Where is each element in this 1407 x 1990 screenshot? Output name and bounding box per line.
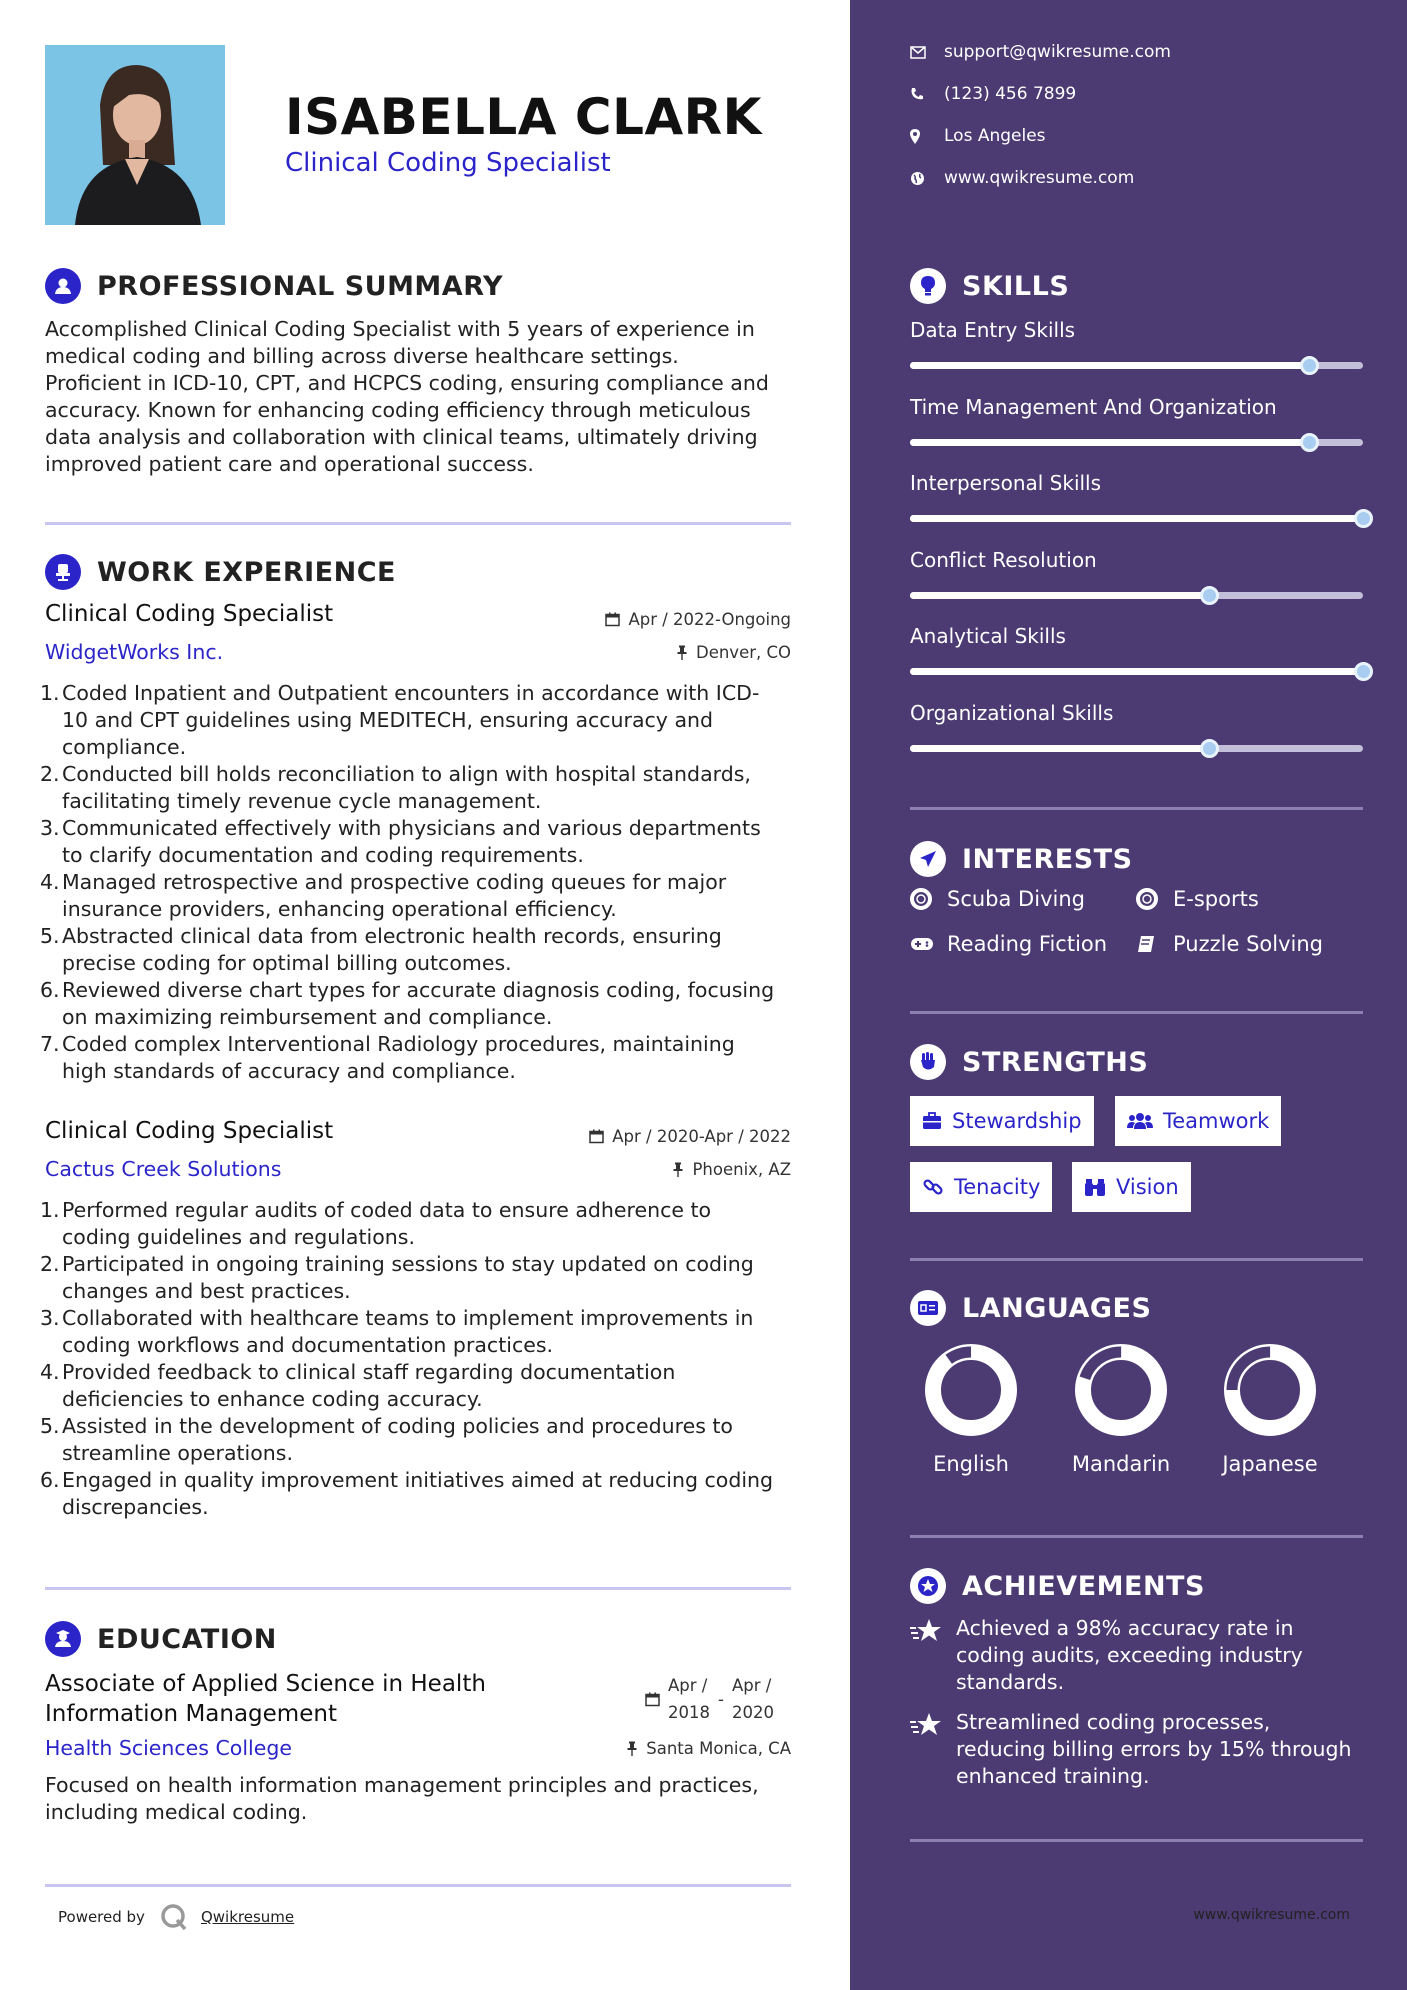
section-divider	[910, 807, 1363, 810]
calendar-icon	[605, 612, 620, 627]
education-location: Santa Monica, CA	[626, 1739, 791, 1758]
strengths-heading: STRENGTHS	[910, 1044, 1148, 1080]
experience-heading-label: WORK EXPERIENCE	[97, 556, 396, 588]
skill-name: Conflict Resolution	[910, 548, 1097, 572]
language-item	[1056, 1340, 1186, 1476]
summary-line: data analysis and collaboration with clinical teams, ultimately driving	[45, 425, 758, 449]
strength-badge: Teamwork	[1115, 1096, 1281, 1146]
job-bullets	[40, 1197, 795, 1521]
list-item: 4. Managed retrospective and prospective coding queues for major insurance providers, enhancing operational efficiency.	[40, 870, 727, 921]
experience-heading	[45, 554, 396, 590]
skill-name: Data Entry Skills	[910, 318, 1076, 342]
skill-level-fill	[910, 592, 1209, 599]
skill-level-fill	[910, 745, 1209, 752]
candidate-title: Clinical Coding Specialist	[285, 148, 611, 178]
skill-level-knob	[1354, 662, 1373, 681]
calendar-icon	[589, 1129, 604, 1144]
section-divider	[45, 522, 791, 525]
interest-item: Scuba Diving	[910, 887, 1085, 911]
star-badge-icon	[910, 1568, 946, 1604]
fist-icon	[910, 1044, 946, 1080]
education-dates: Apr / 2018 - Apr / 2020	[645, 1672, 774, 1726]
gamepad-icon	[910, 936, 936, 952]
globe-icon	[910, 171, 934, 186]
job-location-text: Phoenix, AZ	[692, 1160, 791, 1179]
life-ring-icon	[1136, 888, 1162, 910]
summary-heading	[45, 268, 503, 304]
summary-line: medical coding and billing across diverse healthcare settings.	[45, 344, 679, 368]
summary-line: Proficient in ICD-10, CPT, and HCPCS coding, ensuring compliance and	[45, 371, 769, 395]
skill-level-bar	[910, 439, 1363, 446]
star-icon	[910, 1615, 944, 1696]
section-divider	[45, 1884, 791, 1887]
skill-level-knob	[1354, 509, 1373, 528]
profile-photo	[45, 45, 225, 225]
language-level-ring	[1056, 1340, 1186, 1440]
skill-level-fill	[910, 668, 1363, 675]
strength-badge: Tenacity	[910, 1162, 1052, 1212]
list-item: 5. Abstracted clinical data from electronic health records, ensuring precise coding for optimal billing outcomes.	[40, 924, 722, 975]
language-label: English	[933, 1452, 1009, 1476]
section-divider	[910, 1258, 1363, 1261]
strength-badge: Stewardship	[910, 1096, 1094, 1146]
summary-line: accuracy. Known for enhancing coding efficiency through meticulous	[45, 398, 751, 422]
skill-level-knob	[1200, 739, 1219, 758]
list-item: 7. Coded complex Interventional Radiology procedures, maintaining high standards of accuracy and compliance.	[40, 1032, 735, 1083]
skill-level-fill	[910, 439, 1309, 446]
skill-name: Organizational Skills	[910, 701, 1114, 725]
contact-website: www.qwikresume.com	[910, 168, 1134, 188]
job-location	[676, 643, 791, 662]
skill-name: Interpersonal Skills	[910, 471, 1102, 495]
list-item: 6. Reviewed diverse chart types for accurate diagnosis coding, focusing on maximizing reimbursement and compliance.	[40, 978, 775, 1029]
job-bullets	[40, 680, 795, 1085]
interest-item: E-sports	[1136, 887, 1259, 911]
list-item: 3. Collaborated with healthcare teams to implement improvements in coding workflows and documentation practices.	[40, 1306, 754, 1357]
language-item	[906, 1340, 1036, 1476]
skill-level-knob	[1300, 356, 1319, 375]
list-item: 3. Communicated effectively with physicians and various departments to clarify documentation and coding requirements.	[40, 816, 761, 867]
skill-level-bar	[910, 515, 1363, 522]
list-item: 1. Coded Inpatient and Outpatient encounters in accordance with ICD- 10 and CPT guidelines using MEDITECH, ensuring accuracy and compliance.	[40, 681, 760, 759]
powered-by: Powered by Qwikresume	[58, 1902, 294, 1932]
job-title: Clinical Coding Specialist	[45, 601, 334, 627]
languages-heading: LANGUAGES	[910, 1290, 1151, 1326]
summary-text	[45, 316, 795, 478]
job-dates	[605, 610, 791, 629]
list-item: 2. Conducted bill holds reconciliation to align with hospital standards, facilitating timely revenue cycle management.	[40, 762, 751, 813]
qwikresume-link[interactable]: Qwikresume	[200, 1908, 295, 1926]
job-title: Clinical Coding Specialist	[45, 1118, 334, 1144]
language-level-ring	[906, 1340, 1036, 1440]
achievement-item: Streamlined coding processes, reducing billing errors by 15% through enhanced training.	[910, 1709, 1363, 1790]
star-icon	[910, 1709, 944, 1790]
skill-level-knob	[1300, 433, 1319, 452]
school-name: Health Sciences College	[45, 1736, 292, 1760]
language-label: Mandarin	[1071, 1452, 1171, 1476]
strength-badge: Vision	[1072, 1162, 1191, 1212]
job-dates	[589, 1127, 791, 1146]
user-icon	[45, 268, 81, 304]
list-item: 4. Provided feedback to clinical staff regarding documentation deficiencies to enhance coding accuracy.	[40, 1360, 676, 1411]
section-divider	[910, 1535, 1363, 1538]
language-icon	[910, 1290, 946, 1326]
pin-icon	[626, 1741, 638, 1756]
job-location	[672, 1160, 791, 1179]
contact-email: support@qwikresume.com	[910, 42, 1171, 62]
education-description: Focused on health information management principles and practices, including medical coding.	[45, 1773, 759, 1824]
calendar-icon	[645, 1692, 660, 1707]
degree-title: Associate of Applied Science in Health Information Management	[45, 1671, 486, 1727]
language-item	[1205, 1340, 1335, 1476]
graduation-cap-icon	[45, 1621, 81, 1657]
company-name: WidgetWorks Inc.	[45, 640, 224, 664]
section-divider	[45, 1587, 791, 1590]
job-location-text: Denver, CO	[695, 643, 791, 662]
language-ring-track	[933, 1352, 1009, 1428]
life-ring-icon	[910, 888, 936, 910]
paper-plane-icon	[910, 841, 946, 877]
achievements-heading: ACHIEVEMENTS	[910, 1568, 1205, 1604]
skill-level-knob	[1200, 586, 1219, 605]
language-label: Japanese	[1222, 1452, 1318, 1476]
job-dates-text: Apr / 2020-Apr / 2022	[612, 1127, 791, 1146]
phone-icon	[910, 87, 934, 101]
skill-level-fill	[910, 515, 1363, 522]
job-dates-text: Apr / 2022-Ongoing	[628, 610, 791, 629]
interests-heading: INTERESTS	[910, 841, 1133, 877]
pin-icon	[672, 1162, 684, 1177]
summary-line: Accomplished Clinical Coding Specialist with 5 years of experience in	[45, 317, 755, 341]
candidate-name: ISABELLA CLARK	[285, 88, 762, 146]
map-marker-icon	[910, 129, 934, 144]
section-divider	[910, 1839, 1363, 1842]
chair-icon	[45, 554, 81, 590]
skill-level-bar	[910, 592, 1363, 599]
book-icon	[1136, 934, 1162, 954]
contact-location: Los Angeles	[910, 126, 1046, 146]
summary-heading-label: PROFESSIONAL SUMMARY	[97, 270, 504, 302]
language-level-ring	[1205, 1340, 1335, 1440]
skill-name: Time Management And Organization	[910, 395, 1277, 419]
education-heading	[45, 1621, 277, 1657]
skill-name: Analytical Skills	[910, 624, 1066, 648]
company-name: Cactus Creek Solutions	[45, 1157, 282, 1181]
link-icon	[922, 1176, 944, 1198]
skill-level-bar	[910, 362, 1363, 369]
section-divider	[910, 1011, 1363, 1014]
list-item: 2. Participated in ongoing training sessions to stay updated on coding changes and best practices.	[40, 1252, 754, 1303]
list-item: 1. Performed regular audits of coded data to ensure adherence to coding guidelines and regulations.	[40, 1198, 712, 1249]
users-icon	[1127, 1112, 1153, 1130]
qwikresume-logo-icon	[159, 1902, 189, 1932]
skill-level-bar	[910, 745, 1363, 752]
pin-icon	[676, 645, 688, 660]
list-item: 6. Engaged in quality improvement initiatives aimed at reducing coding discrepancies.	[40, 1468, 774, 1519]
envelope-icon	[910, 46, 934, 59]
achievement-item: Achieved a 98% accuracy rate in coding audits, exceeding industry standards.	[910, 1615, 1363, 1696]
skill-level-fill	[910, 362, 1309, 369]
interest-item: Puzzle Solving	[1136, 932, 1323, 956]
interest-item: Reading Fiction	[910, 932, 1107, 956]
binoculars-icon	[1084, 1177, 1106, 1197]
skills-heading: SKILLS	[910, 268, 1069, 304]
skill-level-bar	[910, 668, 1363, 675]
footer-website[interactable]: www.qwikresume.com	[1193, 1907, 1350, 1923]
summary-line: improved patient care and operational success.	[45, 452, 534, 476]
education-heading-label: EDUCATION	[97, 1623, 277, 1655]
sidebar	[850, 0, 1407, 1990]
contact-phone: (123) 456 7899	[910, 84, 1076, 104]
lightbulb-icon	[910, 268, 946, 304]
briefcase-icon	[922, 1112, 942, 1130]
list-item: 5. Assisted in the development of coding policies and procedures to streamline operations.	[40, 1414, 733, 1465]
